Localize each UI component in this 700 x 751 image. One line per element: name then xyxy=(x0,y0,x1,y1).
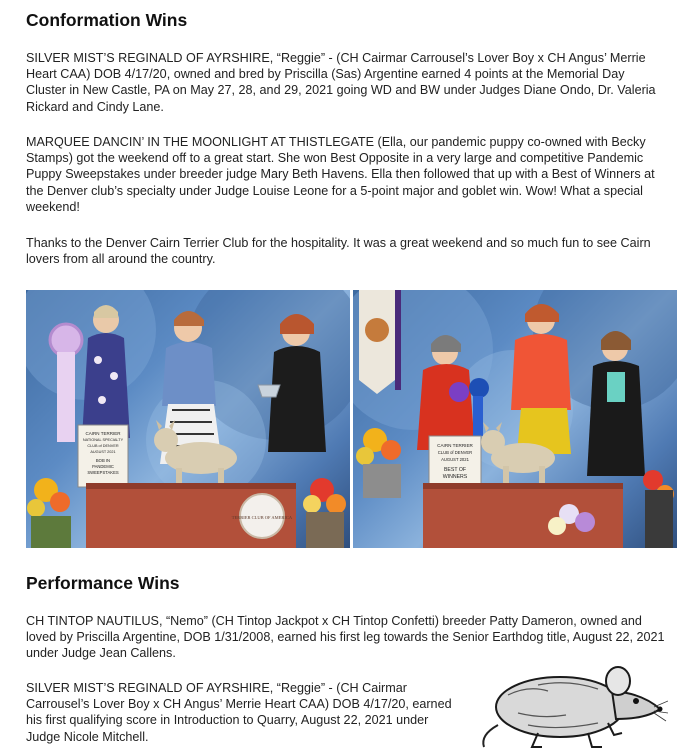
conformation-heading: Conformation Wins xyxy=(26,10,188,30)
sign-line: NATIONAL SPECIALTY xyxy=(82,438,124,442)
photo-sweepstakes-illustration xyxy=(26,290,350,548)
rat-illustration-icon xyxy=(478,655,668,751)
photo-best-of-winners xyxy=(353,290,677,548)
sign-line: PANDEMIC xyxy=(92,464,114,469)
photo-sweepstakes-win xyxy=(26,290,350,548)
cairn-banner-icon xyxy=(365,318,389,342)
sign-line: BEST OF xyxy=(443,467,467,473)
performance-paragraph-reggie: SILVER MIST’S REGINALD OF AYRSHIRE, “Reggie” - (CH Cairmar Carrousel’s Lover Boy x CH Angus’ Merrie Heart CAA) DOB 4/17/20, earned his first qualifying score in Introduction to Quarry, August 22, 2021 under Judge Nicole Mitchell. xyxy=(26,681,452,744)
conformation-paragraph-thanks: Thanks to the Denver Cairn Terrier Club for the hospitality. It was a great weekend and so much fun to see Cairn lovers from all around the country. xyxy=(26,236,651,267)
performance-heading: Performance Wins xyxy=(26,573,180,593)
sign-line: CLUB of DENVER xyxy=(437,450,473,455)
sign-line: CAIRN TERRIER xyxy=(437,443,473,448)
sign-line: BOB IN xyxy=(95,458,111,463)
sign-line: WINNERS xyxy=(442,474,468,480)
photo-bow-illustration xyxy=(353,290,677,548)
sign-line: CLUB of DENVER xyxy=(87,444,119,448)
sign-line: SWEEPSTAKES xyxy=(87,470,119,475)
sign-line: AUGUST 2021 xyxy=(441,457,469,462)
sign-line: CAIRN TERRIER xyxy=(85,431,121,436)
sign-line: AUGUST 2021 xyxy=(90,450,116,454)
performance-paragraph-nemo: CH TINTOP NAUTILUS, “Nemo” (CH Tintop Jackpot x CH Tintop Confetti) breeder Patty Dameron, owned and loved by Priscilla Argentine, DOB 1/31/2008, earned his first leg towards the Senior Earthdog title, August 22, 2021 under Judge Jean Callens. xyxy=(26,614,665,661)
table-logo-text: TERRIER CLUB OF AMERICA xyxy=(231,515,293,520)
conformation-paragraph-reggie: SILVER MIST’S REGINALD OF AYRSHIRE, “Reggie” - (CH Cairmar Carrousel’s Lover Boy x CH Angus’ Merrie Heart CAA) DOB 4/17/20, owned and bred by Priscilla (Sas) Argentine earned 4 points at the Memorial Day Cluster in New Castle, PA on May 27, 28, and 29, 2021 going WD and BW under Judges Diane Ondo, Dr. Valeria Rickard and Cindy Lane. xyxy=(26,51,656,114)
conformation-paragraph-ella: MARQUEE DANCIN’ IN THE MOONLIGHT AT THISTLEGATE (Ella, our pandemic puppy co-owned with Becky Stamps) got the weekend off to a great start. She won Best Opposite in a very large and competitive Pandemic Puppy Sweepstakes under breeder judge Mary Beth Havens. Ella then followed that up with a Best of Winners at the Denver club’s specialty under Judge Louise Leone for a 5-point major and goblet win. Wow! What a special weekend! xyxy=(26,135,655,214)
